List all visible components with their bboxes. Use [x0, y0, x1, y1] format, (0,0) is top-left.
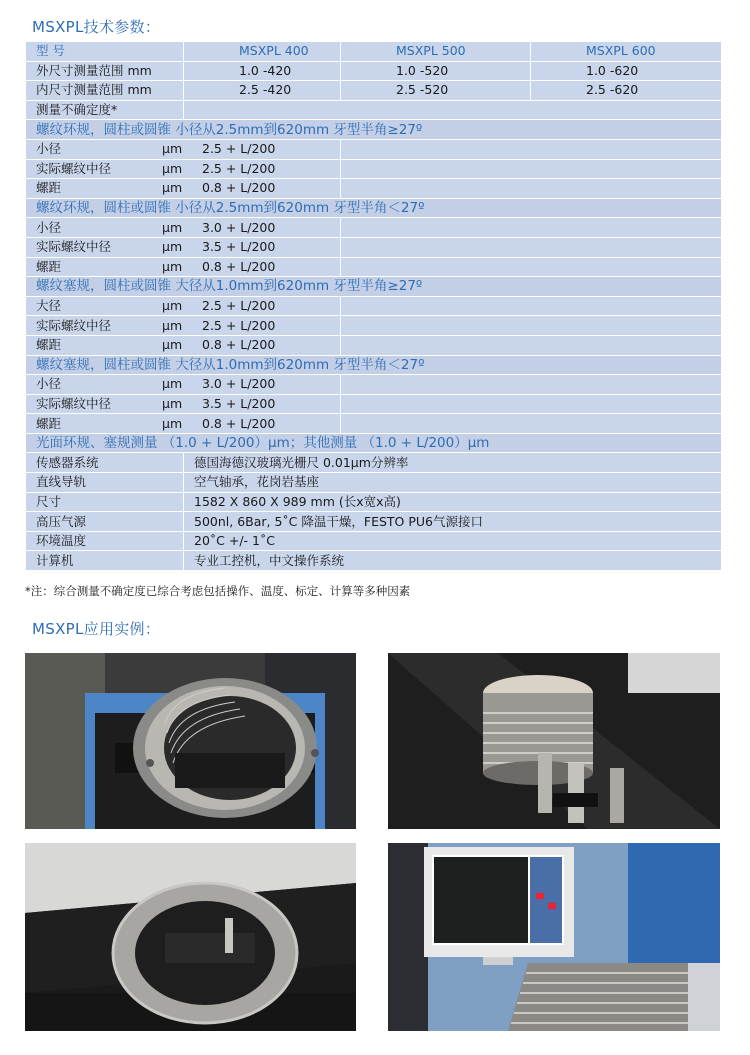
param-cell	[26, 316, 341, 336]
table-row	[26, 375, 722, 395]
table-section-heading	[26, 277, 722, 297]
table-row	[26, 139, 722, 159]
param-value: 3.0 + L/200	[202, 376, 276, 392]
spec-table	[25, 41, 722, 571]
param-cell	[26, 179, 341, 199]
param-unit: μm	[162, 395, 183, 411]
param-unit: μm	[162, 141, 183, 157]
empty-cell	[341, 316, 722, 336]
param-value: 0.8 + L/200	[202, 337, 276, 353]
range-cell: 1.0 -520	[341, 61, 531, 81]
spec-section-title: MSXPL技术参数：	[32, 18, 161, 36]
param-unit: μm	[162, 180, 183, 196]
empty-cell	[341, 257, 722, 277]
empty-cell	[341, 335, 722, 355]
spec-value: 1582 X 860 X 989 mm (长x宽x高)	[184, 492, 722, 512]
param-unit: μm	[162, 376, 183, 392]
empty-cell	[341, 139, 722, 159]
empty-cell	[341, 296, 722, 316]
empty-cell	[341, 414, 722, 434]
table-row	[26, 551, 722, 571]
table-row	[26, 159, 722, 179]
spec-value: 20˚C +/- 1˚C	[184, 531, 722, 551]
param-cell	[26, 237, 341, 257]
param-label: 实际螺纹中径	[36, 160, 112, 176]
table-row	[26, 394, 722, 414]
table-section-heading	[26, 355, 722, 375]
param-cell	[26, 375, 341, 395]
table-section-heading	[26, 433, 722, 453]
spec-value: 德国海德汉玻璃光栅尺 0.01μm分辨率	[184, 453, 722, 473]
table-row	[26, 316, 722, 336]
empty-cell	[341, 218, 722, 238]
table-row	[26, 531, 722, 551]
param-value: 2.5 + L/200	[202, 141, 276, 157]
param-value: 2.5 + L/200	[202, 317, 276, 333]
param-value: 3.0 + L/200	[202, 219, 276, 235]
table-row	[26, 296, 722, 316]
empty-cell	[341, 394, 722, 414]
photo-smooth-ring-gauge	[25, 843, 356, 1031]
table-row	[26, 473, 722, 493]
table-row	[26, 100, 722, 120]
param-label: 大径	[36, 298, 62, 314]
row-label: 内尺寸测量范围 mm	[26, 81, 184, 101]
section-title: 螺纹塞规，圆柱或圆锥 大径从1.0mm到620mm 牙型半角≥27º	[26, 277, 722, 297]
param-label: 螺距	[36, 180, 62, 196]
empty-cell	[341, 159, 722, 179]
param-value: 2.5 + L/200	[202, 160, 276, 176]
param-cell	[26, 218, 341, 238]
range-cell: 2.5 -520	[341, 81, 531, 101]
empty-cell	[341, 179, 722, 199]
table-row	[26, 512, 722, 532]
param-cell	[26, 159, 341, 179]
param-label: 螺距	[36, 337, 62, 353]
param-unit: μm	[162, 219, 183, 235]
param-value: 0.8 + L/200	[202, 415, 276, 431]
section-title: 螺纹环规，圆柱或圆锥 小径从2.5mm到620mm 牙型半角＜27º	[26, 198, 722, 218]
row-label: 外尺寸测量范围 mm	[26, 61, 184, 81]
photo-monitor-cone-gauge	[388, 843, 720, 1031]
param-unit: μm	[162, 160, 183, 176]
param-label: 小径	[36, 141, 62, 157]
table-section-heading	[26, 198, 722, 218]
table-section-heading	[26, 120, 722, 140]
param-unit: μm	[162, 337, 183, 353]
param-value: 0.8 + L/200	[202, 258, 276, 274]
param-label: 实际螺纹中径	[36, 395, 112, 411]
spec-label: 环境温度	[26, 531, 184, 551]
param-unit: μm	[162, 317, 183, 333]
table-row	[26, 81, 722, 101]
table-row	[26, 237, 722, 257]
param-value: 3.5 + L/200	[202, 395, 276, 411]
param-label: 小径	[36, 219, 62, 235]
param-label: 螺距	[36, 415, 62, 431]
param-cell	[26, 335, 341, 355]
model-cell: MSXPL 400	[184, 42, 341, 62]
smooth-gauge-note: 光面环规、塞规测量 （1.0 + L/200）μm；其他测量 （1.0 + L/200）μm	[26, 433, 722, 453]
spec-label: 计算机	[26, 551, 184, 571]
param-unit: μm	[162, 258, 183, 274]
range-cell: 1.0 -420	[184, 61, 341, 81]
param-cell	[26, 139, 341, 159]
table-row	[26, 61, 722, 81]
param-label: 小径	[36, 376, 62, 392]
table-row	[26, 257, 722, 277]
spec-value: 500nl, 6Bar, 5˚C 降温干燥，FESTO PU6气源接口	[184, 512, 722, 532]
photo-ring-gauge-on-stage	[25, 653, 356, 829]
table-header-row	[26, 42, 722, 62]
param-value: 0.8 + L/200	[202, 180, 276, 196]
section-title: 螺纹塞规，圆柱或圆锥 大径从1.0mm到620mm 牙型半角＜27º	[26, 355, 722, 375]
application-section-title: MSXPL应用实例：	[32, 620, 161, 638]
empty-cell	[341, 237, 722, 257]
param-cell	[26, 414, 341, 434]
table-row	[26, 335, 722, 355]
param-label: 实际螺纹中径	[36, 239, 112, 255]
param-value: 2.5 + L/200	[202, 298, 276, 314]
param-unit: μm	[162, 239, 183, 255]
spec-label: 高压气源	[26, 512, 184, 532]
range-cell: 2.5 -420	[184, 81, 341, 101]
footnote: *注：综合测量不确定度已综合考虑包括操作、温度、标定、计算等多种因素	[25, 584, 411, 598]
param-cell	[26, 257, 341, 277]
param-cell	[26, 394, 341, 414]
param-label: 螺距	[36, 258, 62, 274]
model-cell: MSXPL 600	[531, 42, 722, 62]
spec-label: 尺寸	[26, 492, 184, 512]
spec-value: 专业工控机，中文操作系统	[184, 551, 722, 571]
table-row	[26, 179, 722, 199]
empty-cell	[341, 375, 722, 395]
param-label: 实际螺纹中径	[36, 317, 112, 333]
param-unit: μm	[162, 415, 183, 431]
param-unit: μm	[162, 298, 183, 314]
model-label: 型 号	[26, 42, 184, 62]
param-cell	[26, 296, 341, 316]
range-cell: 1.0 -620	[531, 61, 722, 81]
spec-label: 直线导轨	[26, 473, 184, 493]
range-cell: 2.5 -620	[531, 81, 722, 101]
param-value: 3.5 + L/200	[202, 239, 276, 255]
table-row	[26, 414, 722, 434]
model-cell: MSXPL 500	[341, 42, 531, 62]
empty-cell	[184, 100, 722, 120]
table-row	[26, 218, 722, 238]
table-row	[26, 492, 722, 512]
section-title: 螺纹环规，圆柱或圆锥 小径从2.5mm到620mm 牙型半角≥27º	[26, 120, 722, 140]
photo-plug-gauge	[388, 653, 720, 829]
table-row	[26, 453, 722, 473]
spec-value: 空气轴承，花岗岩基座	[184, 473, 722, 493]
row-label: 测量不确定度*	[26, 100, 184, 120]
spec-label: 传感器系统	[26, 453, 184, 473]
